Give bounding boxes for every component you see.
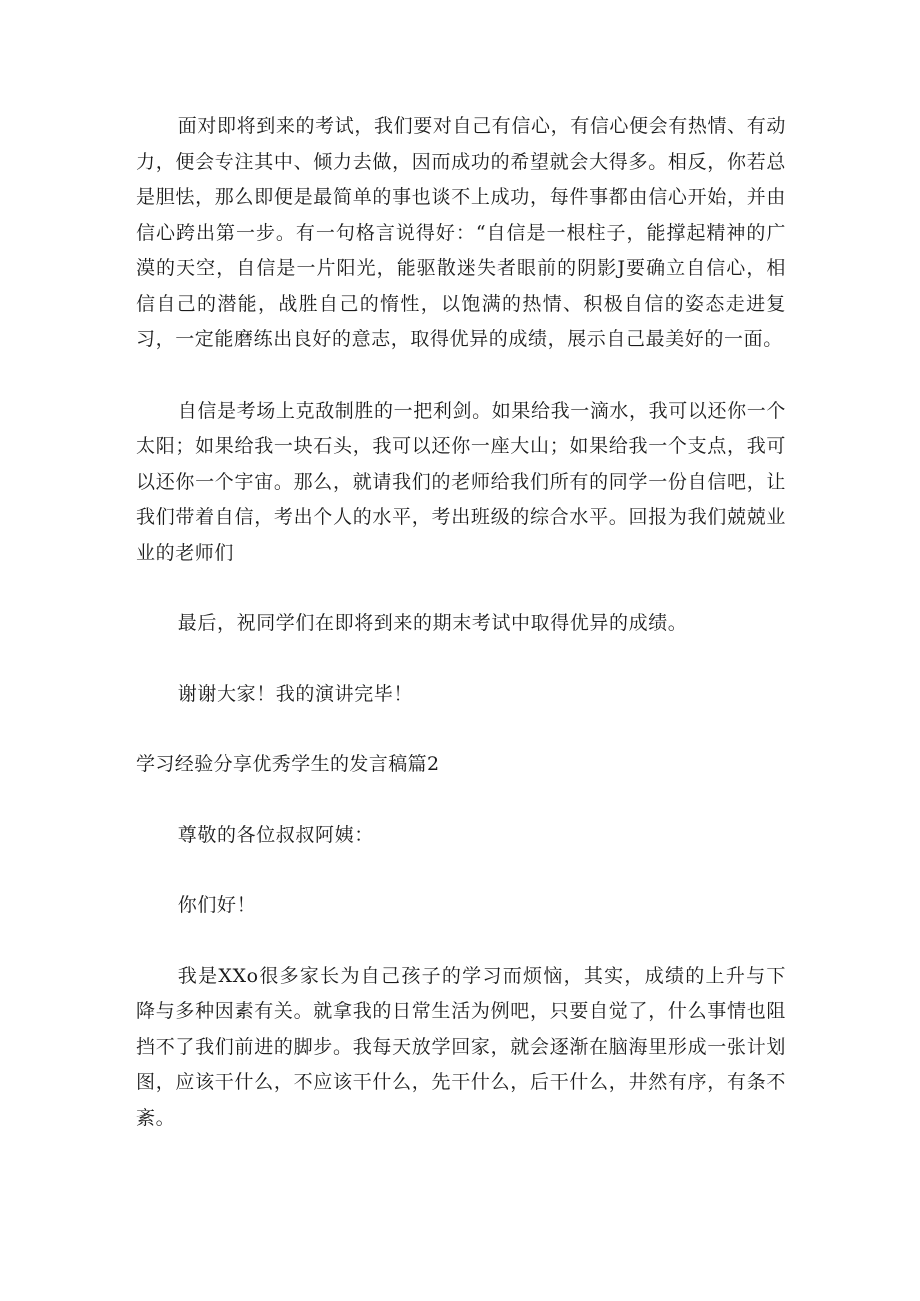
paragraph-self-intro: 我是XXo很多家长为自己孩子的学习而烦恼，其实，成绩的上升与下降与多种因素有关。就拿我的日常生活为例吧，只要自觉了，什么事情也阻挡不了我们前进的脚步。我每天放学回家，就会逐渐在脑海里形成一张计划图，应该干什么，不应该干什么，先干什么，后干什么，井然有序，有条不紊。 — [136, 964, 786, 1129]
paragraph-thanks: 谢谢大家！我的演讲完毕！ — [177, 682, 413, 705]
document-body — [136, 109, 786, 1136]
paragraph-salutation: 尊敬的各位叔叔阿姨： — [177, 823, 374, 846]
paragraph-greeting: 你们好！ — [177, 894, 257, 916]
section-heading: 学习经验分享优秀学生的发言稿篇2 — [136, 753, 440, 775]
paragraph-confidence-exam: 面对即将到来的考试，我们要对自己有信心，有信心便会有热情、有动力，便会专注其中、倾力去做，因而成功的希望就会大得多。相反，你若总是胆怯，那么即便是最简单的事也谈不上成功，每件事都由信心开始，并由信心跨出第一步。有一句格言说得好：“自信是一根柱子，能撑起精神的广漠的天空，自信是一片阳光，能驱散迷失者眼前的阴影J要确立自信心，相信自己的潜能，战胜自己的惰性，以饱满的热情、积极自信的姿态走进复习，一定能磨练出良好的意志，取得优异的成绩，展示自己最美好的一面。 — [136, 115, 786, 350]
paragraph-confidence-sword: 自信是考场上克敌制胜的一把利剑。如果给我一滴水，我可以还你一个太阳；如果给我一块石头，我可以还你一座大山；如果给我一个支点，我可以还你一个宇宙。那么，就请我们的老师给我们所有的同学一份自信吧，让我们带着自信，考出个人的水平，考出班级的综合水平。回报为我们兢兢业业的老师们 — [136, 399, 786, 564]
paragraph-closing-wish: 最后，祝同学们在即将到来的期末考试中取得优异的成绩。 — [177, 612, 688, 634]
